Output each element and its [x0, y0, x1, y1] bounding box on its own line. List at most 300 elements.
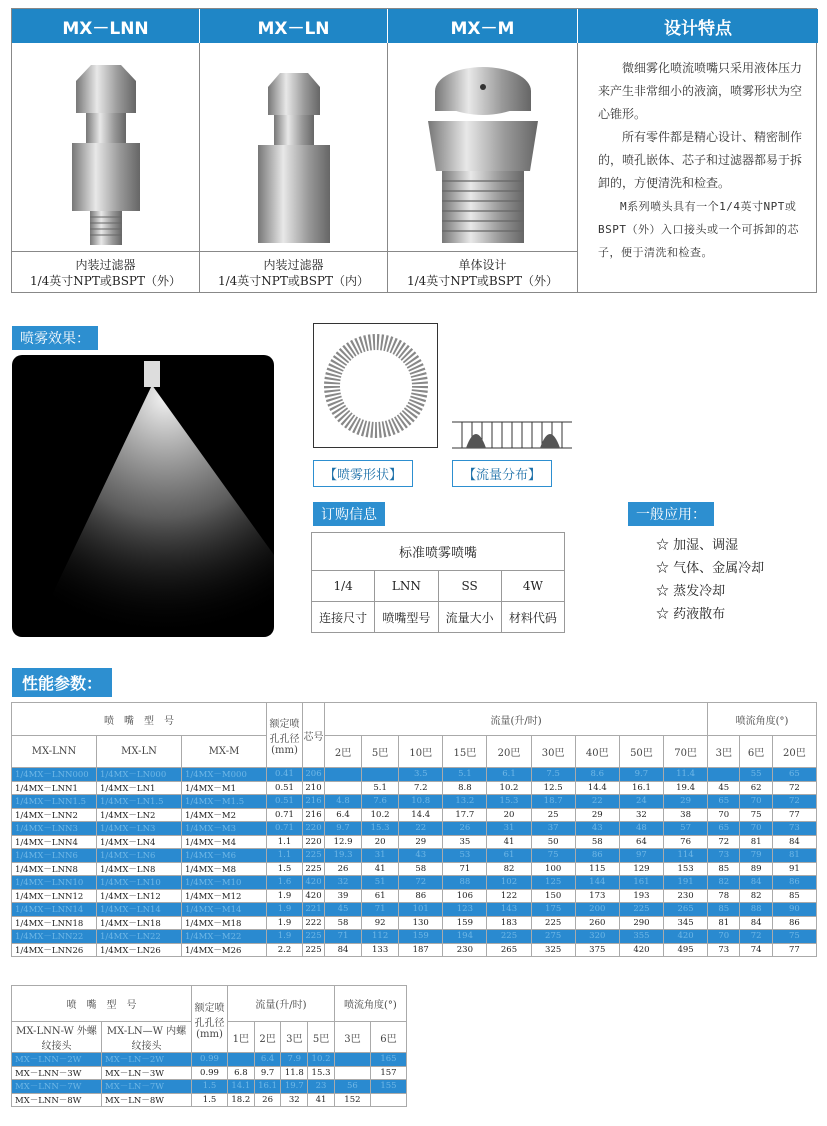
table-cell: 3.5: [399, 768, 443, 782]
table-cell: 0.99: [192, 1053, 228, 1067]
table-cell: 31: [487, 822, 531, 836]
table-cell: 10.2: [362, 808, 399, 822]
table-cell: 29: [664, 795, 708, 809]
table-cell: 345: [664, 916, 708, 930]
table-cell: 16.1: [254, 1080, 281, 1094]
table-cell: 1/4MX－LNN14: [12, 903, 97, 917]
table-cell: 48: [619, 822, 663, 836]
table-cell: 72: [772, 795, 816, 809]
table-cell: 55: [740, 768, 772, 782]
table-cell: 70: [740, 795, 772, 809]
table-cell: 1/4MX－M14: [182, 903, 267, 917]
feature-para: 微细雾化喷流喷嘴只采用液体压力来产生非常细小的液滴，喷雾形状为空心锥形。: [598, 61, 803, 121]
table-cell: 13.2: [443, 795, 487, 809]
table-cell: 1/4MX－M000: [182, 768, 267, 782]
table-row: [12, 781, 817, 795]
table-cell: 1/4MX－M12: [182, 889, 267, 903]
angle-pressure-header: 6巴: [370, 1022, 406, 1053]
table-cell: 84: [740, 876, 772, 890]
table-cell: 9.7: [325, 822, 362, 836]
table-cell: 86: [575, 849, 619, 863]
table-cell: 29: [575, 808, 619, 822]
table-cell: 230: [443, 943, 487, 957]
table-cell: 86: [772, 876, 816, 890]
model-subheader: MX-LN: [97, 736, 182, 768]
flow-header: 流量(升/时): [228, 986, 335, 1022]
table-cell: 290: [619, 916, 663, 930]
applications-list: [656, 534, 764, 626]
table-cell: 143: [487, 903, 531, 917]
table-cell: 9.7: [254, 1066, 281, 1080]
table-cell: 130: [399, 916, 443, 930]
table-cell: 1/4MX－LNN1.5: [12, 795, 97, 809]
table-cell: 1.5: [267, 862, 303, 876]
product-cell-lnn: [12, 43, 200, 293]
table-cell: 1/4MX－LN18: [97, 916, 182, 930]
table-cell: MX－LNN－3W: [12, 1066, 102, 1080]
product-table: [11, 8, 817, 293]
table-row: [12, 808, 817, 822]
order-header: 标准喷雾喷嘴: [312, 533, 565, 571]
table-cell: 72: [740, 930, 772, 944]
table-cell: 1.1: [267, 849, 303, 863]
table-cell: 495: [664, 943, 708, 957]
table-cell: 1/4MX－LN12: [97, 889, 182, 903]
pressure-header: 20巴: [487, 736, 531, 768]
table-cell: 79: [740, 849, 772, 863]
table-cell: 6.4: [325, 808, 362, 822]
table-cell: 81: [708, 916, 740, 930]
table-cell: MX－LN－2W: [102, 1053, 192, 1067]
performance-title: 性能参数：: [12, 668, 112, 697]
angle-header: 喷流角度(°): [334, 986, 406, 1022]
application-item: ☆ 蒸发冷却: [656, 584, 726, 599]
table-cell: 6.1: [487, 768, 531, 782]
table-cell: 133: [362, 943, 399, 957]
table-cell: 41: [362, 862, 399, 876]
table-cell: 265: [487, 943, 531, 957]
caption-line1: 内装过滤器: [263, 258, 324, 272]
table-cell: 1/4MX－LNN10: [12, 876, 97, 890]
order-table: [311, 532, 565, 633]
table-cell: 19.3: [325, 849, 362, 863]
table-cell: 76: [664, 835, 708, 849]
table-cell: 24: [619, 795, 663, 809]
table-cell: [325, 781, 362, 795]
table-cell: 5.1: [443, 768, 487, 782]
order-info-title: 订购信息: [313, 502, 385, 526]
table-cell: MX－LN－8W: [102, 1093, 192, 1107]
table-cell: 155: [370, 1080, 406, 1094]
table-cell: 12.5: [531, 781, 575, 795]
table-cell: 53: [443, 849, 487, 863]
table-cell: [334, 1066, 370, 1080]
table-cell: 32: [281, 1093, 308, 1107]
performance-table-1: [11, 702, 817, 957]
applications-title: 一般应用：: [628, 502, 714, 526]
table-cell: [708, 768, 740, 782]
table-cell: 61: [487, 849, 531, 863]
table-cell: 88: [443, 876, 487, 890]
table-cell: 70: [708, 808, 740, 822]
application-item: ☆ 药液散布: [656, 607, 726, 622]
feature-para: M系列喷头具有一个1/4英寸NPT或BSPT（外）入口接头或一个可拆卸的芯子，便于清洗和检查。: [598, 200, 799, 259]
product-cell-m: [388, 43, 578, 293]
table-cell: 57: [664, 822, 708, 836]
table-cell: 8.6: [575, 768, 619, 782]
table-cell: 194: [443, 930, 487, 944]
table-cell: 114: [664, 849, 708, 863]
table-cell: 84: [772, 835, 816, 849]
table-cell: 18.2: [228, 1093, 255, 1107]
table-cell: 29: [399, 835, 443, 849]
table-cell: 1.5: [192, 1080, 228, 1094]
table-cell: 75: [772, 930, 816, 944]
table-cell: 1/4MX－LNN4: [12, 835, 97, 849]
table-cell: 72: [772, 781, 816, 795]
table-cell: 375: [575, 943, 619, 957]
table-cell: 32: [325, 876, 362, 890]
table-cell: 1/4MX－M3: [182, 822, 267, 836]
table-cell: 1/4MX－LNN2: [12, 808, 97, 822]
table-cell: 88: [740, 903, 772, 917]
table-cell: 65: [708, 795, 740, 809]
table-cell: 210: [303, 781, 325, 795]
pressure-header: 5巴: [362, 736, 399, 768]
table-cell: 31: [362, 849, 399, 863]
table-cell: 1/4MX－LN2: [97, 808, 182, 822]
performance-table-2: [11, 985, 407, 1107]
table-row: [12, 795, 817, 809]
table-cell: 0.51: [267, 781, 303, 795]
orifice-header: 额定喷孔孔径(mm): [267, 703, 303, 768]
table-cell: 1.9: [267, 889, 303, 903]
table-cell: 6.4: [254, 1053, 281, 1067]
application-item: ☆ 加湿、调湿: [656, 538, 739, 553]
table-cell: 125: [531, 876, 575, 890]
order-code: 1/4: [312, 571, 375, 602]
table-row: [12, 862, 817, 876]
table-cell: 86: [772, 916, 816, 930]
table-cell: 216: [303, 795, 325, 809]
table-cell: 1.9: [267, 916, 303, 930]
table-cell: 23: [308, 1080, 335, 1094]
table-cell: 20: [362, 835, 399, 849]
pressure-header: 3巴: [281, 1022, 308, 1053]
table-row: [12, 835, 817, 849]
table-cell: [325, 768, 362, 782]
table-cell: 70: [708, 930, 740, 944]
table-cell: 71: [362, 903, 399, 917]
table-cell: 225: [531, 916, 575, 930]
table-cell: 35: [443, 835, 487, 849]
table-cell: 1/4MX－LN10: [97, 876, 182, 890]
model-subheader: MX-LNN-W 外螺纹接头: [12, 1022, 102, 1053]
table-cell: 153: [664, 862, 708, 876]
table-cell: MX－LNN－8W: [12, 1093, 102, 1107]
table-cell: 275: [531, 930, 575, 944]
table-cell: 84: [325, 943, 362, 957]
table-row: [12, 1053, 407, 1067]
table-cell: 77: [772, 943, 816, 957]
table-cell: 32: [619, 808, 663, 822]
table-cell: 1/4MX－LNN18: [12, 916, 97, 930]
table-cell: 9.7: [619, 768, 663, 782]
table-cell: 1.9: [267, 930, 303, 944]
table-cell: 1/4MX－M1.5: [182, 795, 267, 809]
table-cell: [362, 768, 399, 782]
table-cell: 45: [325, 903, 362, 917]
pressure-header: 70巴: [664, 736, 708, 768]
table-cell: 216: [303, 808, 325, 822]
table-row: [12, 822, 817, 836]
table-cell: 1.9: [267, 903, 303, 917]
table-cell: 100: [531, 862, 575, 876]
table-cell: 1/4MX－LNN6: [12, 849, 97, 863]
table-cell: 17.7: [443, 808, 487, 822]
angle-pressure-header: 6巴: [740, 736, 772, 768]
table-cell: 1/4MX－M6: [182, 849, 267, 863]
table-cell: 106: [443, 889, 487, 903]
table-cell: 225: [303, 930, 325, 944]
table-cell: 39: [325, 889, 362, 903]
table-cell: 84: [740, 916, 772, 930]
pressure-header: 50巴: [619, 736, 663, 768]
table-row: [12, 903, 817, 917]
table-cell: 157: [370, 1066, 406, 1080]
table-cell: 200: [575, 903, 619, 917]
table-cell: 18.7: [531, 795, 575, 809]
table-cell: 1/4MX－M8: [182, 862, 267, 876]
table-cell: 144: [575, 876, 619, 890]
features-header: 设计特点: [578, 9, 818, 43]
table-cell: 260: [575, 916, 619, 930]
order-name: 喷嘴型号: [375, 602, 438, 633]
product-header-ln: MX－LN: [200, 9, 388, 43]
table-cell: 320: [575, 930, 619, 944]
pressure-header: 1巴: [228, 1022, 255, 1053]
caption-line2: 1/4英寸NPT或BSPT（外）: [406, 274, 558, 288]
table-cell: 420: [664, 930, 708, 944]
table-cell: 122: [487, 889, 531, 903]
table-cell: 0.41: [267, 768, 303, 782]
table-cell: 15.3: [487, 795, 531, 809]
table-cell: 5.1: [362, 781, 399, 795]
table-cell: 220: [303, 835, 325, 849]
pressure-header: 15巴: [443, 736, 487, 768]
table-cell: [334, 1053, 370, 1067]
table-cell: 14.4: [399, 808, 443, 822]
table-cell: 77: [772, 808, 816, 822]
order-name: 流量大小: [438, 602, 501, 633]
angle-pressure-header: 3巴: [708, 736, 740, 768]
core-header: 芯号: [303, 703, 325, 768]
table-cell: 11.8: [281, 1066, 308, 1080]
table-cell: 43: [575, 822, 619, 836]
table-cell: 1/4MX－M18: [182, 916, 267, 930]
spray-shape-label: 【喷雾形状】: [313, 460, 413, 487]
table-cell: 1/4MX－LN6: [97, 849, 182, 863]
table-cell: 0.71: [267, 808, 303, 822]
features-text: [578, 43, 818, 293]
table-cell: 1/4MX－LNN22: [12, 930, 97, 944]
table-cell: 129: [619, 862, 663, 876]
table-row: [12, 1093, 407, 1107]
table-cell: 1/4MX－LN22: [97, 930, 182, 944]
angle-pressure-header: 3巴: [334, 1022, 370, 1053]
table-cell: 183: [487, 916, 531, 930]
table-cell: 51: [362, 876, 399, 890]
table-cell: 1/4MX－LN8: [97, 862, 182, 876]
table-row: [12, 1080, 407, 1094]
table-cell: 1.5: [192, 1093, 228, 1107]
table-cell: 206: [303, 768, 325, 782]
table-cell: [228, 1053, 255, 1067]
table-cell: 85: [708, 903, 740, 917]
flow-header: 流量(升/时): [325, 703, 708, 736]
table-cell: 19.7: [281, 1080, 308, 1094]
table-cell: 75: [531, 849, 575, 863]
product-cell-ln: [200, 43, 388, 293]
table-row: [12, 943, 817, 957]
table-cell: 225: [303, 862, 325, 876]
table-cell: 15.3: [362, 822, 399, 836]
order-name: 材料代码: [501, 602, 564, 633]
table-cell: 165: [370, 1053, 406, 1067]
table-cell: 1.1: [267, 835, 303, 849]
table-cell: 14.4: [575, 781, 619, 795]
application-item: ☆ 气体、金属冷却: [656, 561, 765, 576]
table-cell: 73: [708, 943, 740, 957]
table-cell: 26: [443, 822, 487, 836]
table-cell: 10.2: [308, 1053, 335, 1067]
table-cell: 1/4MX－LNN3: [12, 822, 97, 836]
order-code: SS: [438, 571, 501, 602]
table-cell: 225: [487, 930, 531, 944]
table-cell: 1/4MX－LN000: [97, 768, 182, 782]
feature-para: 所有零件都是精心设计、精密制作的，喷孔嵌体、芯子和过滤器都易于拆卸的，方便清洗和检查。: [598, 130, 803, 190]
table-cell: 7.5: [531, 768, 575, 782]
table-cell: 75: [740, 808, 772, 822]
table-cell: 420: [619, 943, 663, 957]
nozzle-lnn-image: [12, 43, 199, 251]
table-cell: 65: [772, 768, 816, 782]
caption-line2: 1/4英寸NPT或BSPT（内）: [217, 274, 369, 288]
table-cell: 123: [443, 903, 487, 917]
table-cell: 150: [531, 889, 575, 903]
table-cell: 97: [619, 849, 663, 863]
angle-pressure-header: 20巴: [772, 736, 816, 768]
table-row: [12, 916, 817, 930]
table-cell: 159: [443, 916, 487, 930]
table-cell: 1/4MX－LN1.5: [97, 795, 182, 809]
orifice-header: 额定喷孔孔径(mm): [192, 986, 228, 1053]
table-cell: 1/4MX－M4: [182, 835, 267, 849]
model-header: 喷 嘴 型 号: [12, 703, 267, 736]
table-cell: 73: [708, 849, 740, 863]
table-cell: 71: [325, 930, 362, 944]
table-row: [12, 889, 817, 903]
table-cell: 58: [399, 862, 443, 876]
table-cell: 1/4MX－LN1: [97, 781, 182, 795]
table-cell: 159: [399, 930, 443, 944]
caption-line2: 1/4英寸NPT或BSPT（外）: [29, 274, 181, 288]
table-cell: 81: [772, 849, 816, 863]
table-cell: 50: [531, 835, 575, 849]
table-cell: 230: [664, 889, 708, 903]
spray-shape-figure: [313, 323, 438, 448]
table-cell: 187: [399, 943, 443, 957]
flow-distribution-label: 【流量分布】: [452, 460, 552, 487]
table-cell: 193: [619, 889, 663, 903]
table-cell: 7.9: [281, 1053, 308, 1067]
caption-line1: 单体设计: [458, 258, 507, 272]
model-subheader: MX-M: [182, 736, 267, 768]
table-cell: 90: [772, 903, 816, 917]
table-cell: 22: [575, 795, 619, 809]
table-cell: 12.9: [325, 835, 362, 849]
table-cell: 1/4MX－LNN000: [12, 768, 97, 782]
spray-photo: [12, 355, 274, 637]
nozzle-m-image: [388, 43, 577, 251]
table-cell: 72: [708, 835, 740, 849]
table-row: [12, 876, 817, 890]
table-cell: 225: [303, 943, 325, 957]
table-cell: 70: [740, 822, 772, 836]
table-cell: 161: [619, 876, 663, 890]
model-header: 喷 嘴 型 号: [12, 986, 192, 1022]
table-cell: 265: [664, 903, 708, 917]
pressure-header: 2巴: [325, 736, 362, 768]
pressure-header: 2巴: [254, 1022, 281, 1053]
table-cell: 38: [664, 808, 708, 822]
table-cell: 85: [708, 862, 740, 876]
table-cell: 14.1: [228, 1080, 255, 1094]
angle-header: 喷流角度(°): [708, 703, 817, 736]
table-cell: 1.6: [267, 876, 303, 890]
table-cell: 78: [708, 889, 740, 903]
table-row: [12, 1066, 407, 1080]
table-cell: 10.8: [399, 795, 443, 809]
table-cell: 41: [487, 835, 531, 849]
table-row: [12, 849, 817, 863]
model-subheader: MX-LNN: [12, 736, 97, 768]
table-cell: 0.71: [267, 822, 303, 836]
pressure-header: 30巴: [531, 736, 575, 768]
table-cell: 1/4MX－LN3: [97, 822, 182, 836]
table-cell: 37: [531, 822, 575, 836]
table-cell: 4.8: [325, 795, 362, 809]
table-cell: 1/4MX－M1: [182, 781, 267, 795]
table-cell: 72: [399, 876, 443, 890]
table-cell: MX－LNN－2W: [12, 1053, 102, 1067]
order-name: 连接尺寸: [312, 602, 375, 633]
table-cell: 1/4MX－LN14: [97, 903, 182, 917]
table-row: [12, 768, 817, 782]
table-cell: 62: [740, 781, 772, 795]
table-cell: [370, 1093, 406, 1107]
table-cell: 102: [487, 876, 531, 890]
table-cell: 1/4MX－LNN8: [12, 862, 97, 876]
table-cell: 2.2: [267, 943, 303, 957]
table-cell: 82: [740, 889, 772, 903]
table-cell: 1/4MX－M26: [182, 943, 267, 957]
table-cell: 222: [303, 916, 325, 930]
table-cell: 26: [254, 1093, 281, 1107]
table-cell: 0.99: [192, 1066, 228, 1080]
product-header-m: MX－M: [388, 9, 578, 43]
table-cell: MX－LNN－7W: [12, 1080, 102, 1094]
